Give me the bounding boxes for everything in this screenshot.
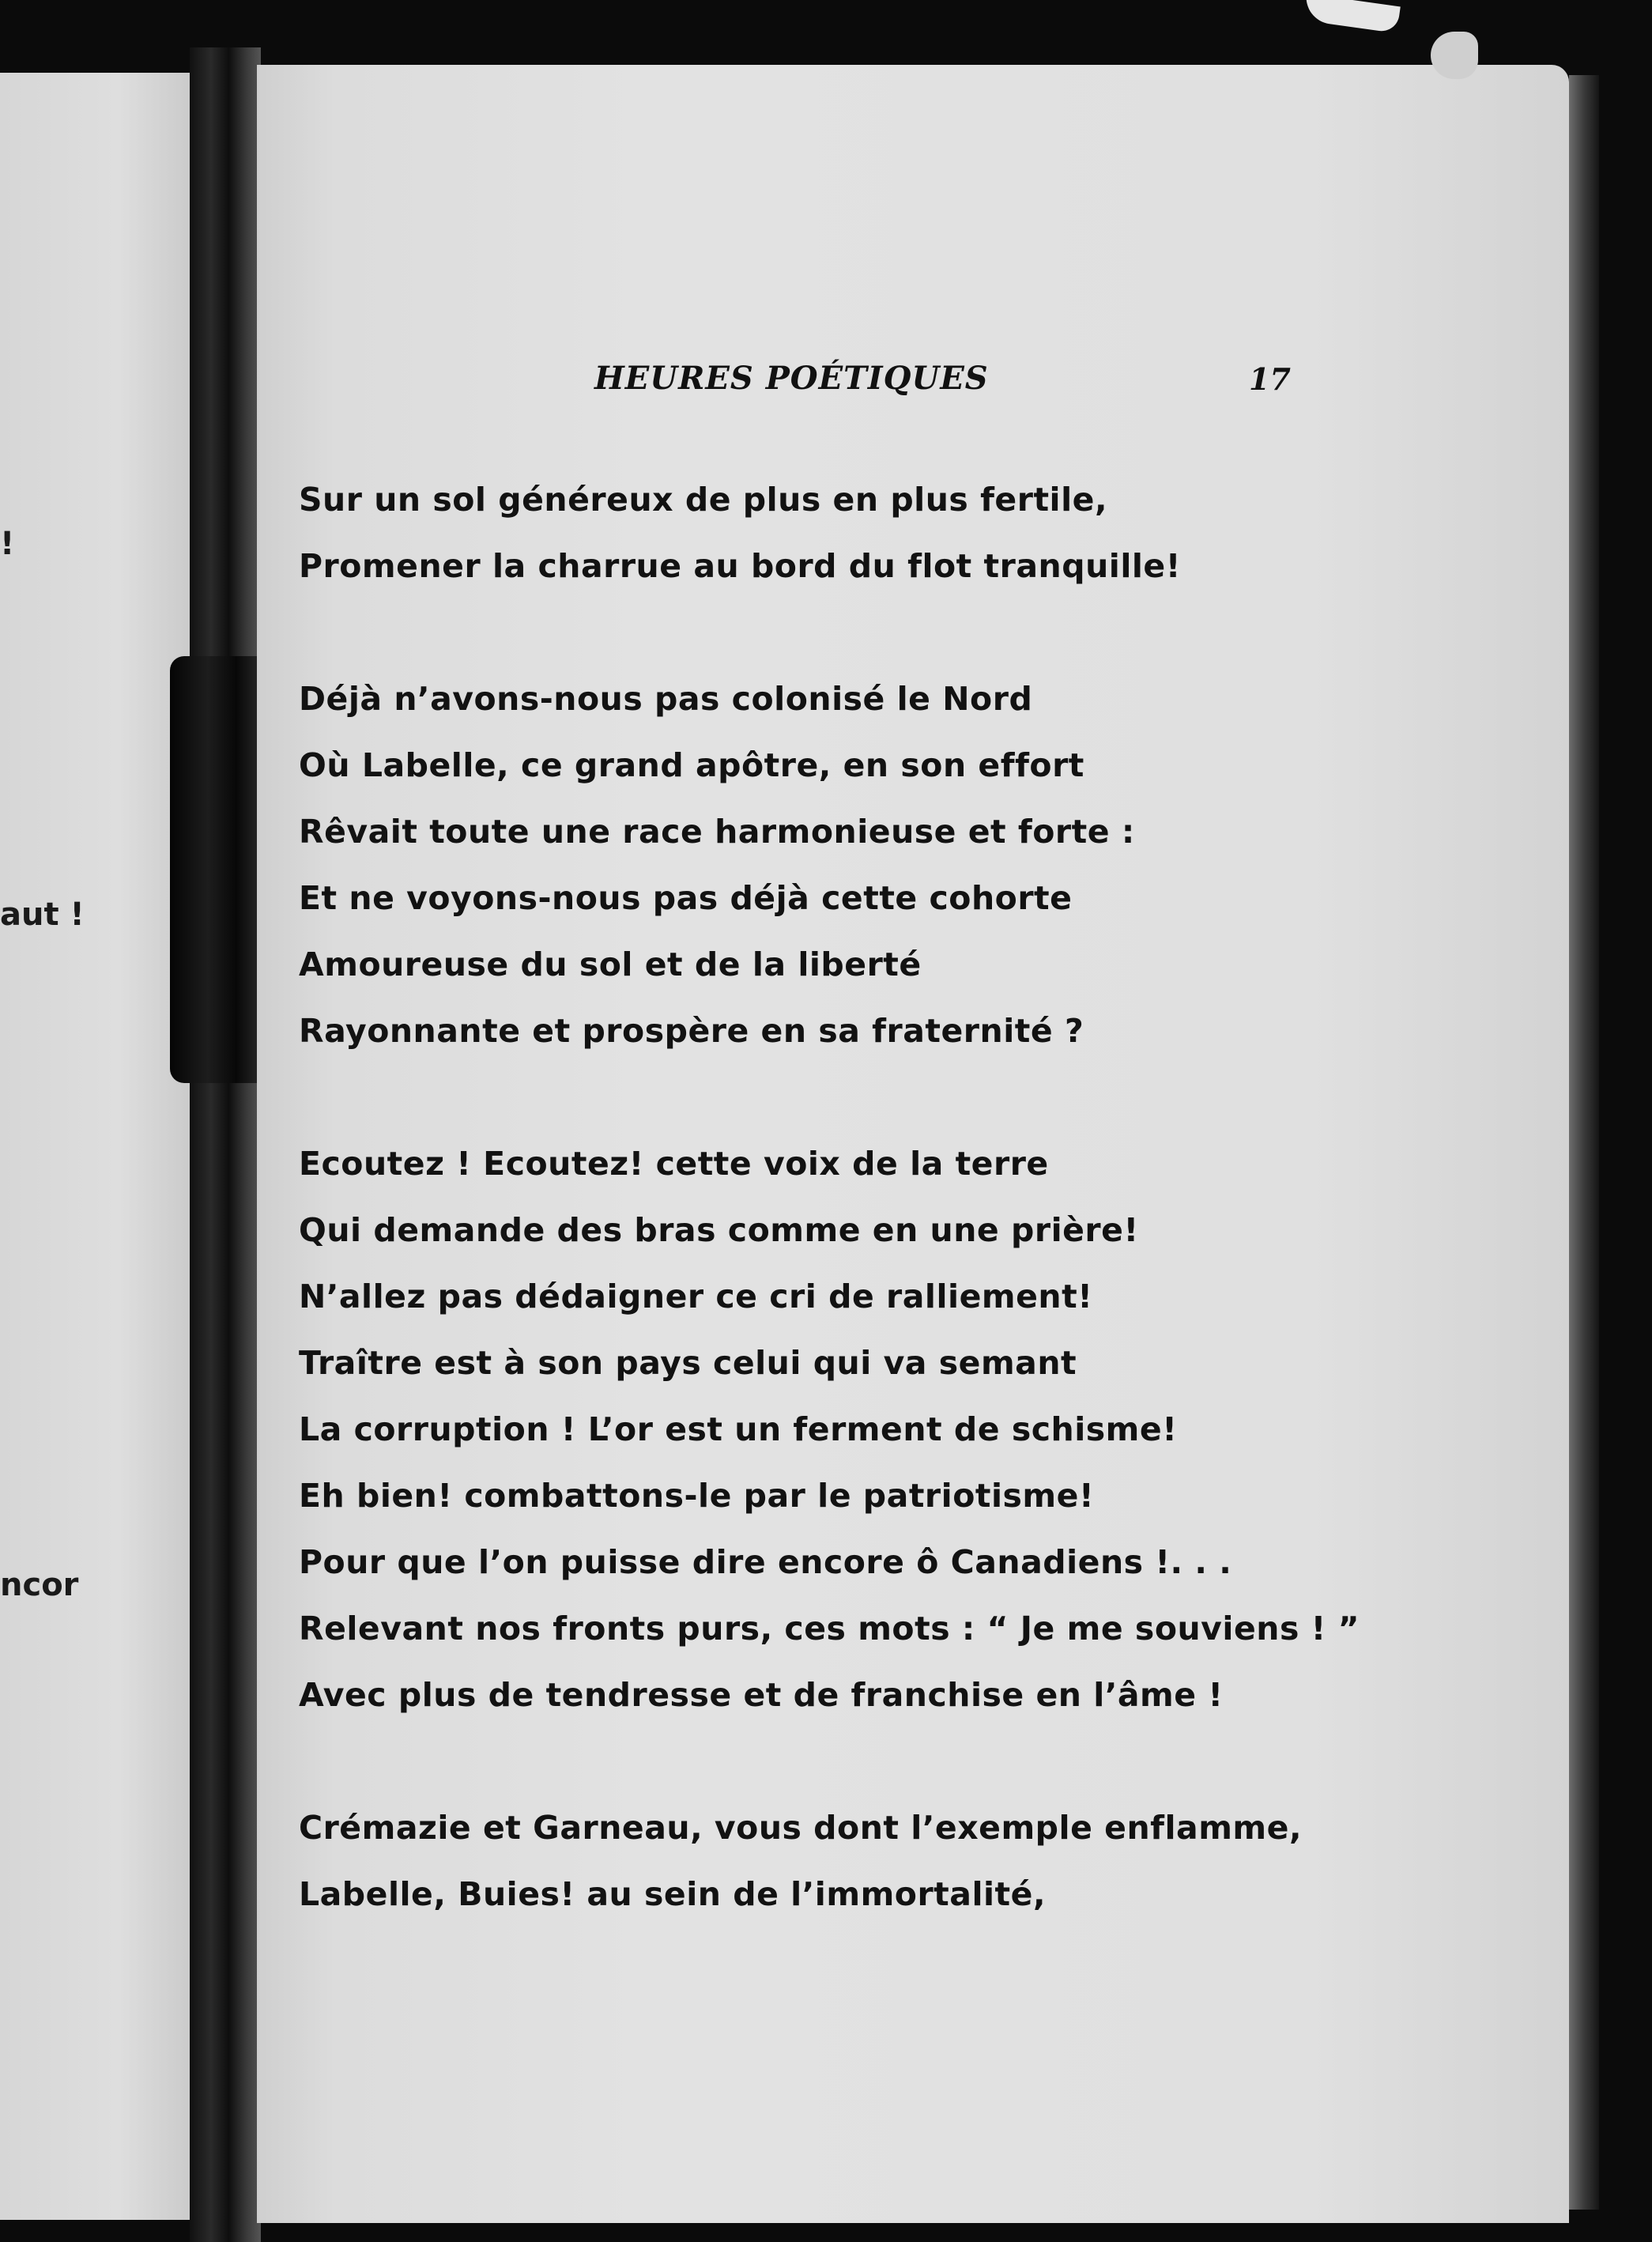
verse-line: Promener la charrue au bord du flot tranquille!: [299, 547, 1181, 585]
running-title: HEURES POÉTIQUES: [594, 360, 989, 397]
verse-line: Et ne voyons-nous pas déjà cette cohorte: [299, 879, 1073, 917]
paper-scrap: [1431, 32, 1478, 79]
verse-line: Déjà n’avons-nous pas colonisé le Nord: [299, 680, 1033, 718]
left-page-fragment: ncor: [0, 1567, 79, 1603]
stanza: [299, 1130, 1405, 1728]
verse-line: Ecoutez ! Ecoutez! cette voix de la terre: [299, 1145, 1049, 1183]
stanza: [299, 1795, 1405, 1927]
paper-scrap: [1303, 0, 1401, 33]
left-page-fragment: !: [0, 526, 15, 562]
verse-line: Avec plus de tendresse et de franchise en l’âme !: [299, 1676, 1224, 1714]
verse-line: Pour que l’on puisse dire encore ô Canadiens !. . .: [299, 1543, 1232, 1581]
poem-text: [299, 466, 1405, 1994]
page-number: 17: [1249, 361, 1291, 397]
verse-line: Rêvait toute une race harmonieuse et forte :: [299, 813, 1135, 851]
verse-line: Amoureuse du sol et de la liberté: [299, 945, 922, 983]
stanza: [299, 466, 1405, 599]
verse-line: Relevant nos fronts purs, ces mots : “ Je me souviens ! ”: [299, 1610, 1360, 1648]
stanza: [299, 666, 1405, 1064]
verse-line: Rayonnante et prospère en sa fraternité ?: [299, 1012, 1084, 1050]
left-page-fragment: aut !: [0, 896, 85, 933]
verse-line: Eh bien! combattons-le par le patriotisme!: [299, 1477, 1095, 1515]
verse-line: Crémazie et Garneau, vous dont l’exemple enflamme,: [299, 1809, 1303, 1847]
verse-line: Traître est à son pays celui qui va semant: [299, 1344, 1077, 1382]
verse-line: N’allez pas dédaigner ce cri de ralliement!: [299, 1278, 1093, 1315]
binding-tab: [170, 656, 265, 1083]
verse-line: La corruption ! L’or est un ferment de schisme!: [299, 1410, 1178, 1448]
verse-line: Qui demande des bras comme en une prière!: [299, 1211, 1139, 1249]
running-header: [0, 360, 1652, 407]
verse-line: Où Labelle, ce grand apôtre, en son effort: [299, 746, 1084, 784]
verse-line: Labelle, Buies! au sein de l’immortalité,: [299, 1875, 1047, 1913]
verse-line: Sur un sol généreux de plus en plus fertile,: [299, 481, 1108, 519]
